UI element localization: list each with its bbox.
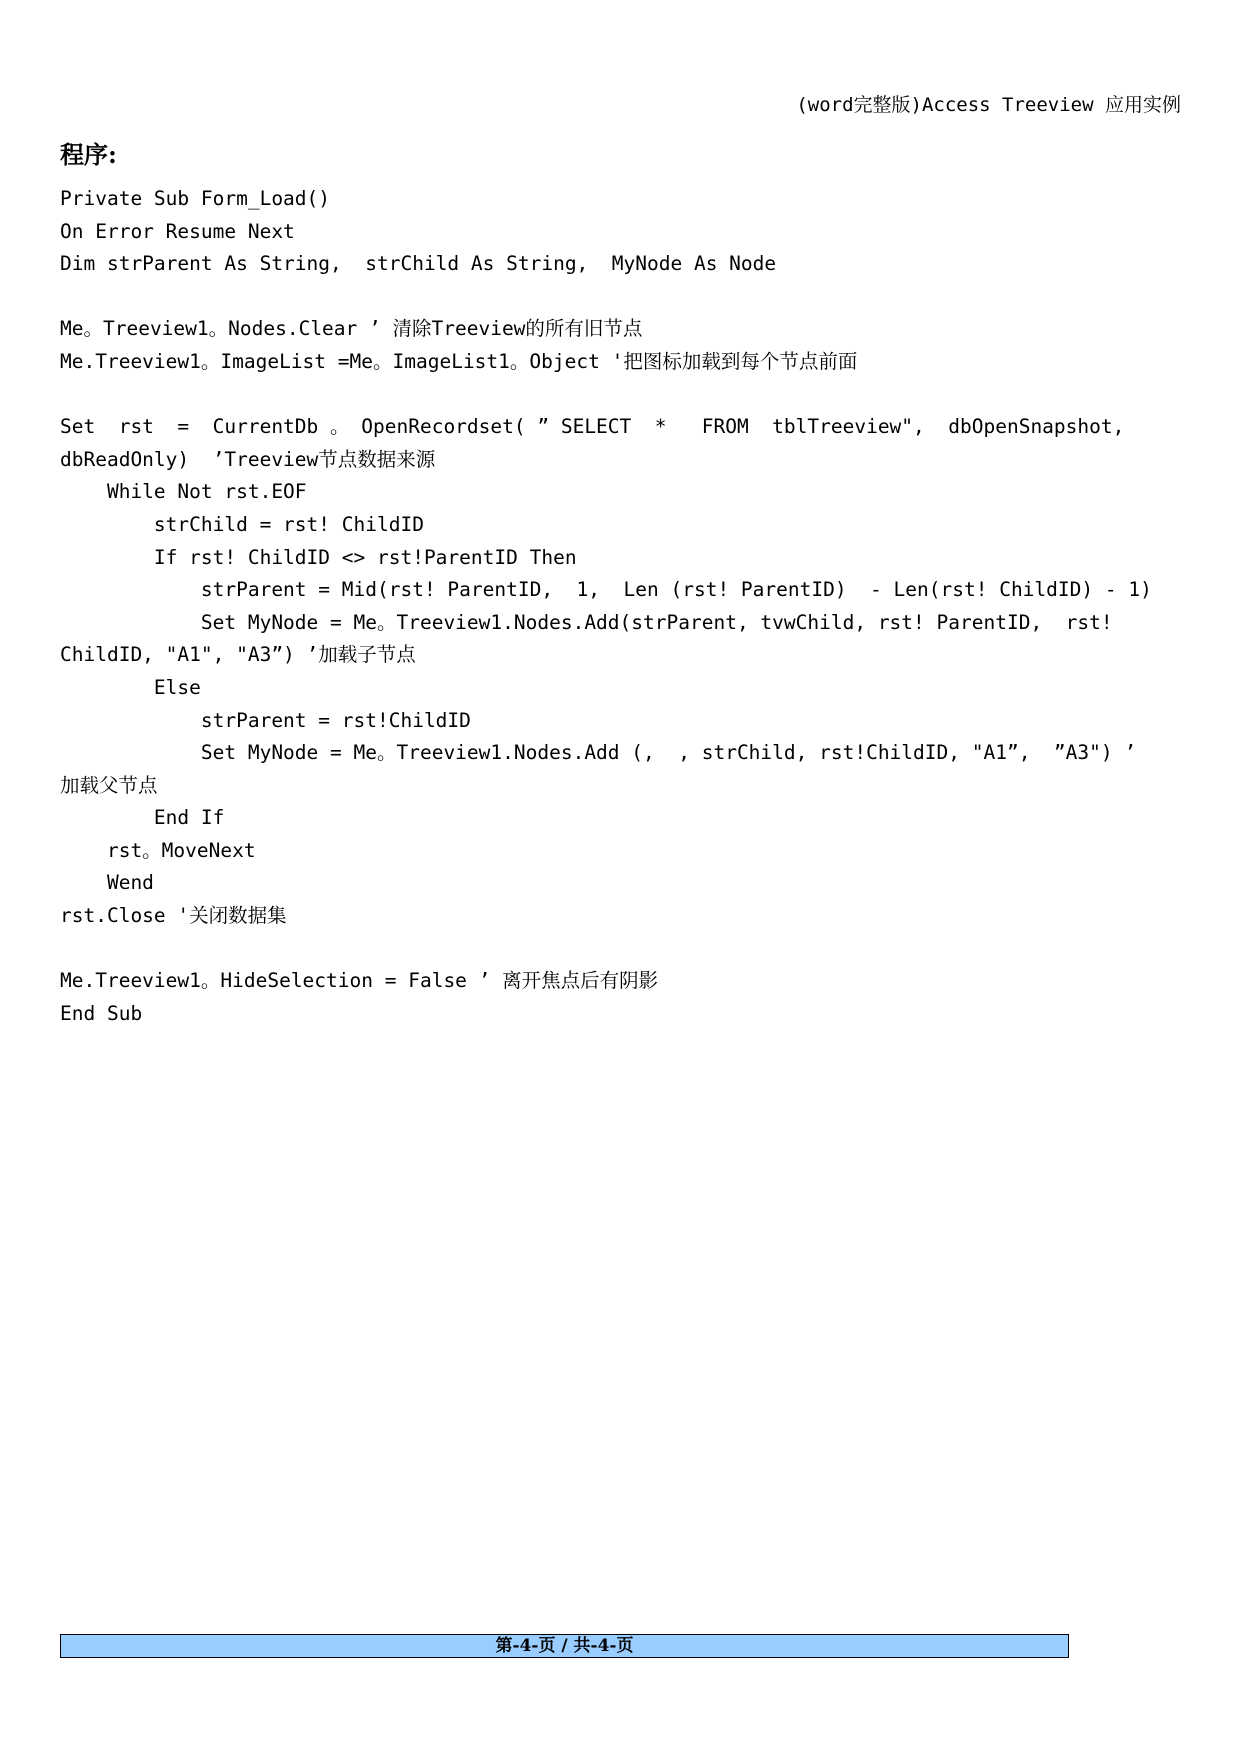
code-line: dbReadOnly) ’Treeview节点数据来源 <box>60 447 436 471</box>
page-header: (word完整版)Access Treeview 应用实例 <box>796 94 1181 116</box>
code-line: 加载父节点 <box>60 773 158 797</box>
code-line: Private Sub Form_Load() <box>60 187 331 210</box>
code-line: Me.Treeview1。ImageList =Me。ImageList1。Object '把图标加载到每个节点前面 <box>60 349 858 373</box>
code-block <box>60 183 1185 1030</box>
code-line: End If <box>60 806 225 830</box>
code-line: Me.Treeview1。HideSelection = False ’ 离开焦点后有阴影 <box>60 969 659 993</box>
code-line: rst。MoveNext <box>60 838 256 862</box>
code-line <box>60 379 1185 412</box>
page-footer: 第-4-页 / 共-4-页 <box>60 1634 1069 1658</box>
code-line: Set MyNode = Me。Treeview1.Nodes.Add (, , strChild, rst!ChildID, "A1”, ”A3") ’ <box>60 741 1137 765</box>
code-line: Wend <box>60 871 154 895</box>
code-line: strParent = rst!ChildID <box>60 708 471 732</box>
code-line: ChildID, "A1", "A3”) ’加载子节点 <box>60 643 416 667</box>
code-line: strChild = rst! ChildID <box>60 512 424 536</box>
code-line: If rst! ChildID <> rst!ParentID Then <box>60 545 577 569</box>
code-line: Else <box>60 675 201 699</box>
code-line <box>60 281 1185 314</box>
code-line: While Not rst.EOF <box>60 480 307 504</box>
code-line: Set rst = CurrentDb 。 OpenRecordset( ” SELECT * FROM tblTreeview", dbOpenSnapshot, <box>60 415 1125 439</box>
code-line: rst.Close '关闭数据集 <box>60 904 287 928</box>
code-line: strParent = Mid(rst! ParentID, 1, Len (rst! ParentID) - Len(rst! ChildID) - 1) <box>60 578 1152 602</box>
code-line: Set MyNode = Me。Treeview1.Nodes.Add(strParent, tvwChild, rst! ParentID, rst! <box>60 610 1113 634</box>
code-line <box>60 933 1185 966</box>
code-line: Dim strParent As String, strChild As String, MyNode As Node <box>60 252 777 276</box>
section-title: 程序: <box>60 140 117 169</box>
code-line: End Sub <box>60 1001 143 1025</box>
code-line: On Error Resume Next <box>60 219 295 243</box>
code-line: Me。Treeview1。Nodes.Clear ’ 清除Treeview的所有旧节点 <box>60 317 643 341</box>
